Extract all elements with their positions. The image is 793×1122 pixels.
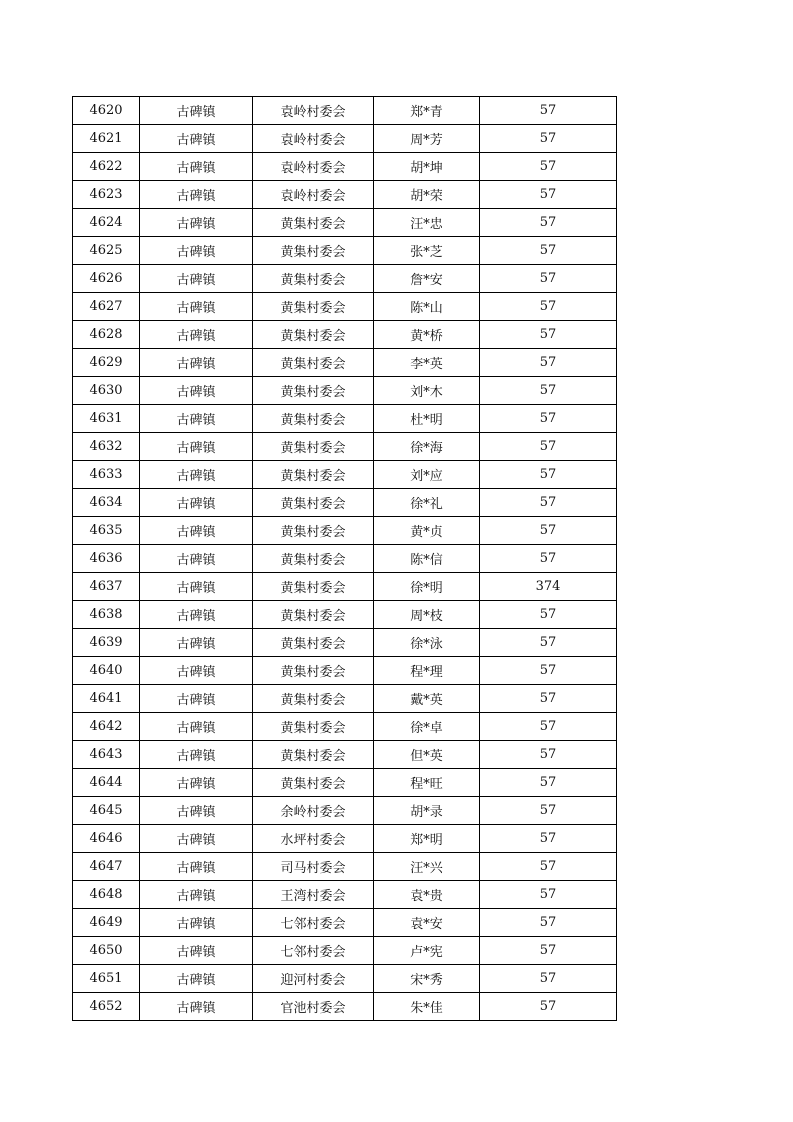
table-row [73, 937, 617, 965]
row-number-cell: 4647 [73, 853, 140, 881]
village-committee-cell: 黄集村委会 [253, 321, 374, 349]
town-cell: 古碑镇 [140, 517, 253, 545]
table-row [73, 433, 617, 461]
row-number-cell: 4626 [73, 265, 140, 293]
amount-cell: 57 [480, 909, 617, 937]
row-number-cell: 4634 [73, 489, 140, 517]
name-cell: 汪*兴 [374, 853, 480, 881]
name-cell: 徐*礼 [374, 489, 480, 517]
name-cell: 陈*山 [374, 293, 480, 321]
row-number-cell: 4622 [73, 153, 140, 181]
row-number-cell: 4625 [73, 237, 140, 265]
village-committee-cell: 黄集村委会 [253, 377, 374, 405]
name-cell: 徐*明 [374, 573, 480, 601]
village-committee-cell: 官池村委会 [253, 993, 374, 1021]
village-committee-cell: 司马村委会 [253, 853, 374, 881]
village-committee-cell: 黄集村委会 [253, 349, 374, 377]
name-cell: 周*芳 [374, 125, 480, 153]
village-committee-cell: 七邻村委会 [253, 937, 374, 965]
town-cell: 古碑镇 [140, 993, 253, 1021]
table-row [73, 489, 617, 517]
town-cell: 古碑镇 [140, 937, 253, 965]
table-row [73, 909, 617, 937]
amount-cell: 57 [480, 965, 617, 993]
name-cell: 徐*海 [374, 433, 480, 461]
village-committee-cell: 黄集村委会 [253, 769, 374, 797]
village-committee-cell: 水坪村委会 [253, 825, 374, 853]
village-committee-cell: 袁岭村委会 [253, 97, 374, 125]
table-row [73, 321, 617, 349]
row-number-cell: 4639 [73, 629, 140, 657]
amount-cell: 57 [480, 349, 617, 377]
amount-cell: 57 [480, 769, 617, 797]
amount-cell: 57 [480, 181, 617, 209]
row-number-cell: 4631 [73, 405, 140, 433]
village-committee-cell: 黄集村委会 [253, 517, 374, 545]
row-number-cell: 4623 [73, 181, 140, 209]
town-cell: 古碑镇 [140, 349, 253, 377]
village-committee-cell: 黄集村委会 [253, 685, 374, 713]
table-row [73, 265, 617, 293]
town-cell: 古碑镇 [140, 909, 253, 937]
village-committee-cell: 黄集村委会 [253, 293, 374, 321]
amount-cell: 57 [480, 881, 617, 909]
town-cell: 古碑镇 [140, 965, 253, 993]
amount-cell: 374 [480, 573, 617, 601]
town-cell: 古碑镇 [140, 293, 253, 321]
town-cell: 古碑镇 [140, 573, 253, 601]
village-committee-cell: 王湾村委会 [253, 881, 374, 909]
name-cell: 刘*应 [374, 461, 480, 489]
amount-cell: 57 [480, 433, 617, 461]
village-committee-cell: 袁岭村委会 [253, 181, 374, 209]
row-number-cell: 4629 [73, 349, 140, 377]
table-row [73, 685, 617, 713]
amount-cell: 57 [480, 657, 617, 685]
row-number-cell: 4630 [73, 377, 140, 405]
amount-cell: 57 [480, 97, 617, 125]
amount-cell: 57 [480, 293, 617, 321]
name-cell: 胡*坤 [374, 153, 480, 181]
table-row [73, 377, 617, 405]
town-cell: 古碑镇 [140, 461, 253, 489]
amount-cell: 57 [480, 685, 617, 713]
row-number-cell: 4637 [73, 573, 140, 601]
town-cell: 古碑镇 [140, 853, 253, 881]
town-cell: 古碑镇 [140, 153, 253, 181]
table-row [73, 237, 617, 265]
table-row [73, 461, 617, 489]
row-number-cell: 4624 [73, 209, 140, 237]
amount-cell: 57 [480, 853, 617, 881]
row-number-cell: 4628 [73, 321, 140, 349]
village-committee-cell: 黄集村委会 [253, 629, 374, 657]
town-cell: 古碑镇 [140, 601, 253, 629]
roster-table [72, 96, 617, 1021]
town-cell: 古碑镇 [140, 769, 253, 797]
table-row [73, 741, 617, 769]
row-number-cell: 4642 [73, 713, 140, 741]
table-row [73, 769, 617, 797]
name-cell: 李*英 [374, 349, 480, 377]
name-cell: 胡*荣 [374, 181, 480, 209]
town-cell: 古碑镇 [140, 797, 253, 825]
name-cell: 周*枝 [374, 601, 480, 629]
name-cell: 陈*信 [374, 545, 480, 573]
amount-cell: 57 [480, 321, 617, 349]
amount-cell: 57 [480, 545, 617, 573]
table-row [73, 573, 617, 601]
town-cell: 古碑镇 [140, 321, 253, 349]
name-cell: 程*理 [374, 657, 480, 685]
amount-cell: 57 [480, 601, 617, 629]
row-number-cell: 4641 [73, 685, 140, 713]
row-number-cell: 4645 [73, 797, 140, 825]
name-cell: 宋*秀 [374, 965, 480, 993]
name-cell: 詹*安 [374, 265, 480, 293]
row-number-cell: 4648 [73, 881, 140, 909]
village-committee-cell: 迎河村委会 [253, 965, 374, 993]
name-cell: 袁*安 [374, 909, 480, 937]
row-number-cell: 4651 [73, 965, 140, 993]
row-number-cell: 4632 [73, 433, 140, 461]
town-cell: 古碑镇 [140, 825, 253, 853]
name-cell: 戴*英 [374, 685, 480, 713]
table-row [73, 965, 617, 993]
name-cell: 徐*卓 [374, 713, 480, 741]
village-committee-cell: 黄集村委会 [253, 433, 374, 461]
village-committee-cell: 黄集村委会 [253, 545, 374, 573]
town-cell: 古碑镇 [140, 209, 253, 237]
name-cell: 黄*贞 [374, 517, 480, 545]
amount-cell: 57 [480, 461, 617, 489]
name-cell: 杜*明 [374, 405, 480, 433]
name-cell: 徐*泳 [374, 629, 480, 657]
name-cell: 郑*明 [374, 825, 480, 853]
village-committee-cell: 黄集村委会 [253, 237, 374, 265]
table-row [73, 825, 617, 853]
table-row [73, 293, 617, 321]
name-cell: 胡*录 [374, 797, 480, 825]
table-row [73, 153, 617, 181]
row-number-cell: 4621 [73, 125, 140, 153]
roster-table-body [73, 97, 617, 1021]
town-cell: 古碑镇 [140, 741, 253, 769]
table-row [73, 657, 617, 685]
row-number-cell: 4636 [73, 545, 140, 573]
amount-cell: 57 [480, 265, 617, 293]
town-cell: 古碑镇 [140, 657, 253, 685]
table-row [73, 209, 617, 237]
amount-cell: 57 [480, 125, 617, 153]
village-committee-cell: 黄集村委会 [253, 405, 374, 433]
table-row [73, 181, 617, 209]
town-cell: 古碑镇 [140, 685, 253, 713]
town-cell: 古碑镇 [140, 405, 253, 433]
table-row [73, 853, 617, 881]
town-cell: 古碑镇 [140, 881, 253, 909]
amount-cell: 57 [480, 489, 617, 517]
name-cell: 黄*桥 [374, 321, 480, 349]
amount-cell: 57 [480, 713, 617, 741]
village-committee-cell: 黄集村委会 [253, 573, 374, 601]
amount-cell: 57 [480, 517, 617, 545]
row-number-cell: 4652 [73, 993, 140, 1021]
village-committee-cell: 黄集村委会 [253, 741, 374, 769]
town-cell: 古碑镇 [140, 125, 253, 153]
row-number-cell: 4620 [73, 97, 140, 125]
town-cell: 古碑镇 [140, 489, 253, 517]
table-row [73, 545, 617, 573]
amount-cell: 57 [480, 629, 617, 657]
name-cell: 郑*青 [374, 97, 480, 125]
town-cell: 古碑镇 [140, 237, 253, 265]
amount-cell: 57 [480, 797, 617, 825]
amount-cell: 57 [480, 377, 617, 405]
name-cell: 袁*贵 [374, 881, 480, 909]
row-number-cell: 4643 [73, 741, 140, 769]
village-committee-cell: 黄集村委会 [253, 209, 374, 237]
table-row [73, 993, 617, 1021]
row-number-cell: 4627 [73, 293, 140, 321]
table-row [73, 517, 617, 545]
table-row [73, 97, 617, 125]
amount-cell: 57 [480, 937, 617, 965]
village-committee-cell: 黄集村委会 [253, 461, 374, 489]
town-cell: 古碑镇 [140, 433, 253, 461]
village-committee-cell: 黄集村委会 [253, 265, 374, 293]
name-cell: 刘*木 [374, 377, 480, 405]
row-number-cell: 4635 [73, 517, 140, 545]
town-cell: 古碑镇 [140, 97, 253, 125]
town-cell: 古碑镇 [140, 545, 253, 573]
table-row [73, 713, 617, 741]
row-number-cell: 4644 [73, 769, 140, 797]
row-number-cell: 4650 [73, 937, 140, 965]
name-cell: 但*英 [374, 741, 480, 769]
name-cell: 卢*宪 [374, 937, 480, 965]
row-number-cell: 4640 [73, 657, 140, 685]
amount-cell: 57 [480, 825, 617, 853]
town-cell: 古碑镇 [140, 181, 253, 209]
village-committee-cell: 余岭村委会 [253, 797, 374, 825]
village-committee-cell: 黄集村委会 [253, 601, 374, 629]
town-cell: 古碑镇 [140, 629, 253, 657]
amount-cell: 57 [480, 153, 617, 181]
row-number-cell: 4649 [73, 909, 140, 937]
table-row [73, 629, 617, 657]
amount-cell: 57 [480, 993, 617, 1021]
amount-cell: 57 [480, 741, 617, 769]
village-committee-cell: 黄集村委会 [253, 713, 374, 741]
row-number-cell: 4633 [73, 461, 140, 489]
village-committee-cell: 袁岭村委会 [253, 153, 374, 181]
table-row [73, 601, 617, 629]
table-row [73, 125, 617, 153]
village-committee-cell: 黄集村委会 [253, 489, 374, 517]
name-cell: 程*旺 [374, 769, 480, 797]
name-cell: 汪*忠 [374, 209, 480, 237]
table-row [73, 797, 617, 825]
row-number-cell: 4646 [73, 825, 140, 853]
amount-cell: 57 [480, 405, 617, 433]
name-cell: 张*芝 [374, 237, 480, 265]
name-cell: 朱*佳 [374, 993, 480, 1021]
table-row [73, 349, 617, 377]
table-row [73, 881, 617, 909]
town-cell: 古碑镇 [140, 265, 253, 293]
village-committee-cell: 黄集村委会 [253, 657, 374, 685]
amount-cell: 57 [480, 237, 617, 265]
amount-cell: 57 [480, 209, 617, 237]
village-committee-cell: 袁岭村委会 [253, 125, 374, 153]
town-cell: 古碑镇 [140, 377, 253, 405]
town-cell: 古碑镇 [140, 713, 253, 741]
table-row [73, 405, 617, 433]
village-committee-cell: 七邻村委会 [253, 909, 374, 937]
row-number-cell: 4638 [73, 601, 140, 629]
